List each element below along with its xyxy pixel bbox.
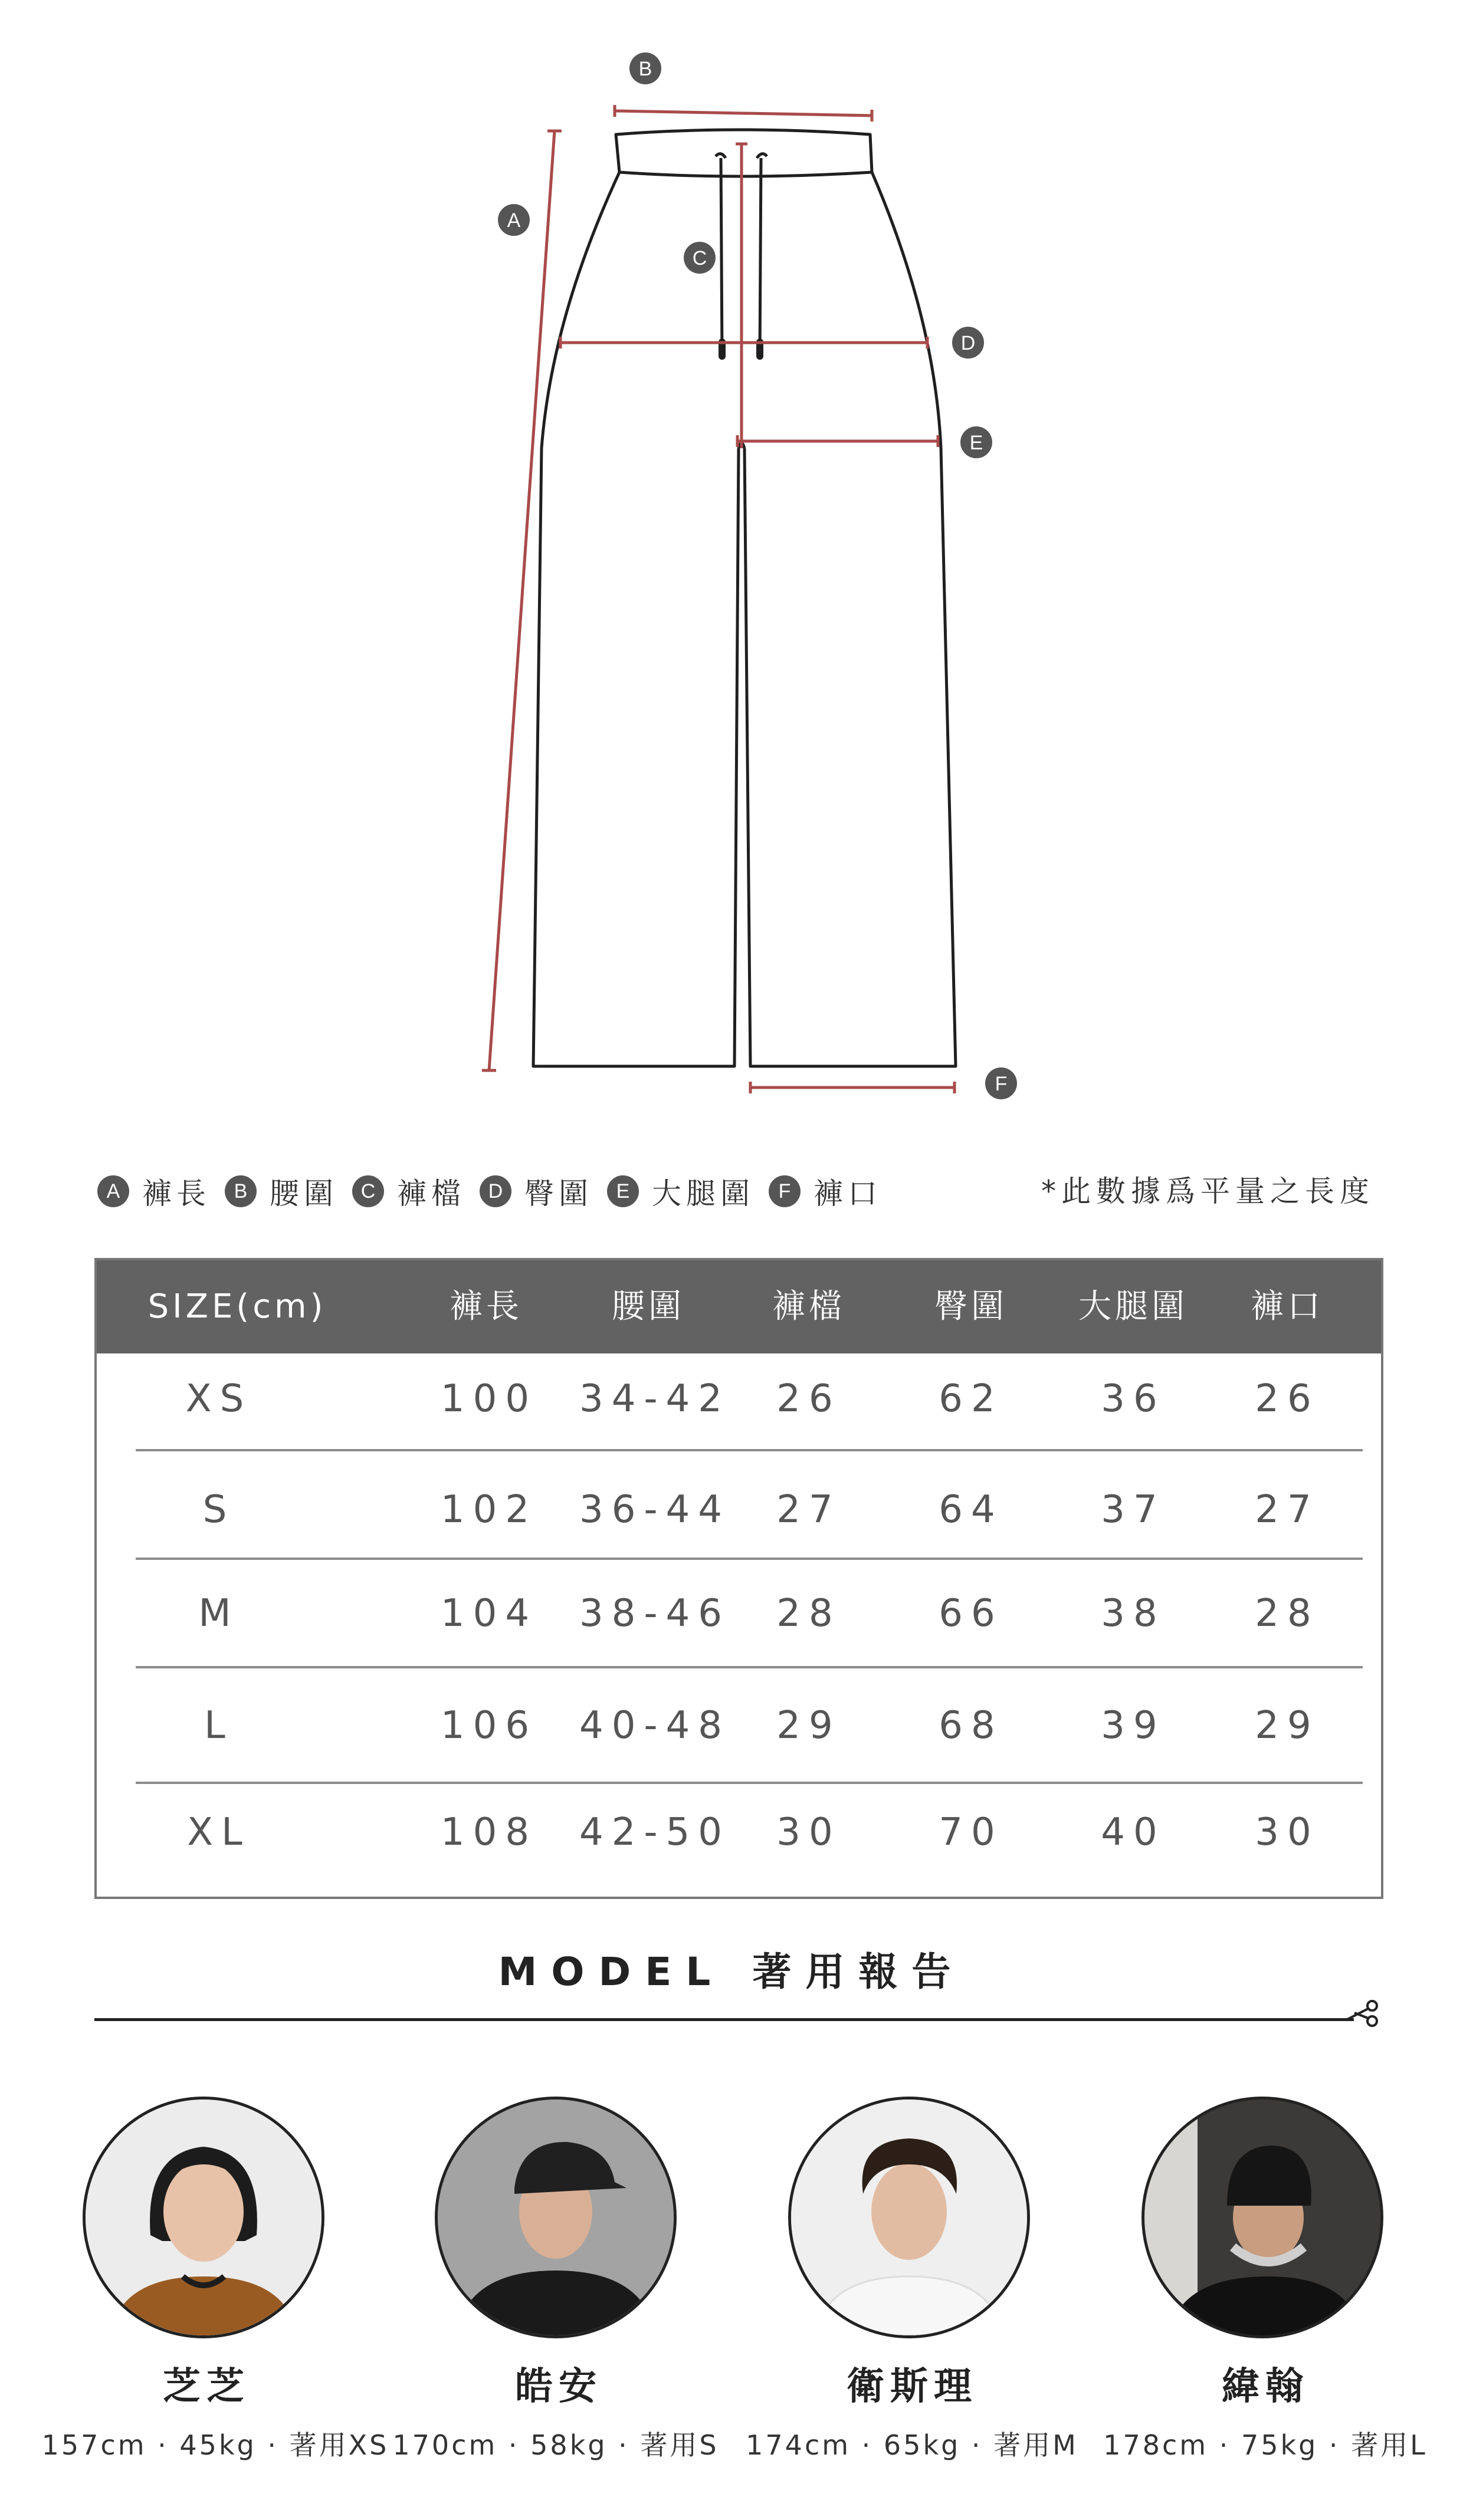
model-stats: 174cm · 65kg · 著用M xyxy=(746,2429,1078,2461)
header-hip: 臀圍 xyxy=(934,1287,1008,1326)
model-avatar xyxy=(1141,2097,1383,2338)
marker-b xyxy=(629,52,661,84)
legend-item-c: C 褲檔 xyxy=(352,1170,465,1213)
legend-item-b: B 腰圍 xyxy=(225,1170,338,1213)
svg-text:E: E xyxy=(969,432,983,454)
table-header xyxy=(97,1260,1381,1353)
marker-a xyxy=(498,204,530,236)
row-divider xyxy=(136,1782,1363,1784)
model-section-title: MODEL 著用報告 xyxy=(498,1949,965,1995)
pants-diagram xyxy=(0,0,1463,1121)
model-portrait-icon xyxy=(791,2100,1027,2335)
row-divider xyxy=(136,1449,1363,1451)
legend-item-d: D 臀圍 xyxy=(480,1170,593,1213)
model-avatar xyxy=(435,2097,677,2338)
marker-d xyxy=(952,327,984,359)
svg-text:A: A xyxy=(507,209,521,232)
model-stats: 170cm · 58kg · 著用S xyxy=(392,2429,719,2461)
model-name: 緯翰 xyxy=(1222,2365,1309,2409)
header-thigh: 大腿圍 xyxy=(1078,1287,1188,1326)
row-divider xyxy=(136,1558,1363,1560)
measure-lines xyxy=(482,105,954,1093)
legend-item-a: A 褲長 xyxy=(97,1170,211,1213)
marker-e xyxy=(960,426,992,458)
row-divider xyxy=(136,1666,1363,1668)
header-size: SIZE(cm) xyxy=(147,1287,327,1326)
size-table: SIZE(cm) 褲長 腰圍 褲檔 臀圍 大腿圍 褲口 XS 100 34-42 26 62 36 26 S 102 36-44 27 64 37 27 M 104 38-46 28 66 38 28 L 106 40-48 29 68 39 29 XL 108 42-50 30 70 40 30 xyxy=(94,1258,1383,1899)
header-length: 褲長 xyxy=(450,1287,523,1326)
svg-text:F: F xyxy=(995,1073,1008,1095)
scissors-icon xyxy=(1340,1996,1382,2032)
marker-f xyxy=(985,1067,1017,1099)
svg-text:B: B xyxy=(638,58,652,80)
model-portrait-icon xyxy=(438,2100,674,2335)
legend-item-f: F 褲口 xyxy=(769,1170,882,1213)
model-name: 衛斯理 xyxy=(847,2365,977,2409)
marker-c xyxy=(684,242,716,274)
measurement-note: *此數據爲平量之長度 xyxy=(1041,1174,1375,1208)
svg-text:C: C xyxy=(692,247,707,270)
model-portrait-icon xyxy=(1144,2100,1380,2335)
pants-outline xyxy=(533,130,956,1066)
model-avatar xyxy=(788,2097,1030,2338)
header-waist: 腰圍 xyxy=(612,1287,685,1326)
svg-text:D: D xyxy=(960,332,976,354)
model-avatar xyxy=(83,2097,324,2338)
model-portrait-icon xyxy=(86,2100,322,2335)
section-divider xyxy=(94,2018,1354,2021)
model-name: 皓安 xyxy=(515,2365,602,2409)
measurement-legend xyxy=(97,1171,896,1212)
model-stats: 157cm · 45kg · 著用XS xyxy=(41,2429,389,2461)
header-rise: 褲檔 xyxy=(772,1287,845,1326)
legend-item-e: E 大腿圍 xyxy=(607,1170,755,1213)
model-name: 芝芝 xyxy=(163,2365,250,2409)
header-hem: 褲口 xyxy=(1251,1287,1324,1326)
model-stats: 178cm · 75kg · 著用L xyxy=(1103,2429,1428,2461)
